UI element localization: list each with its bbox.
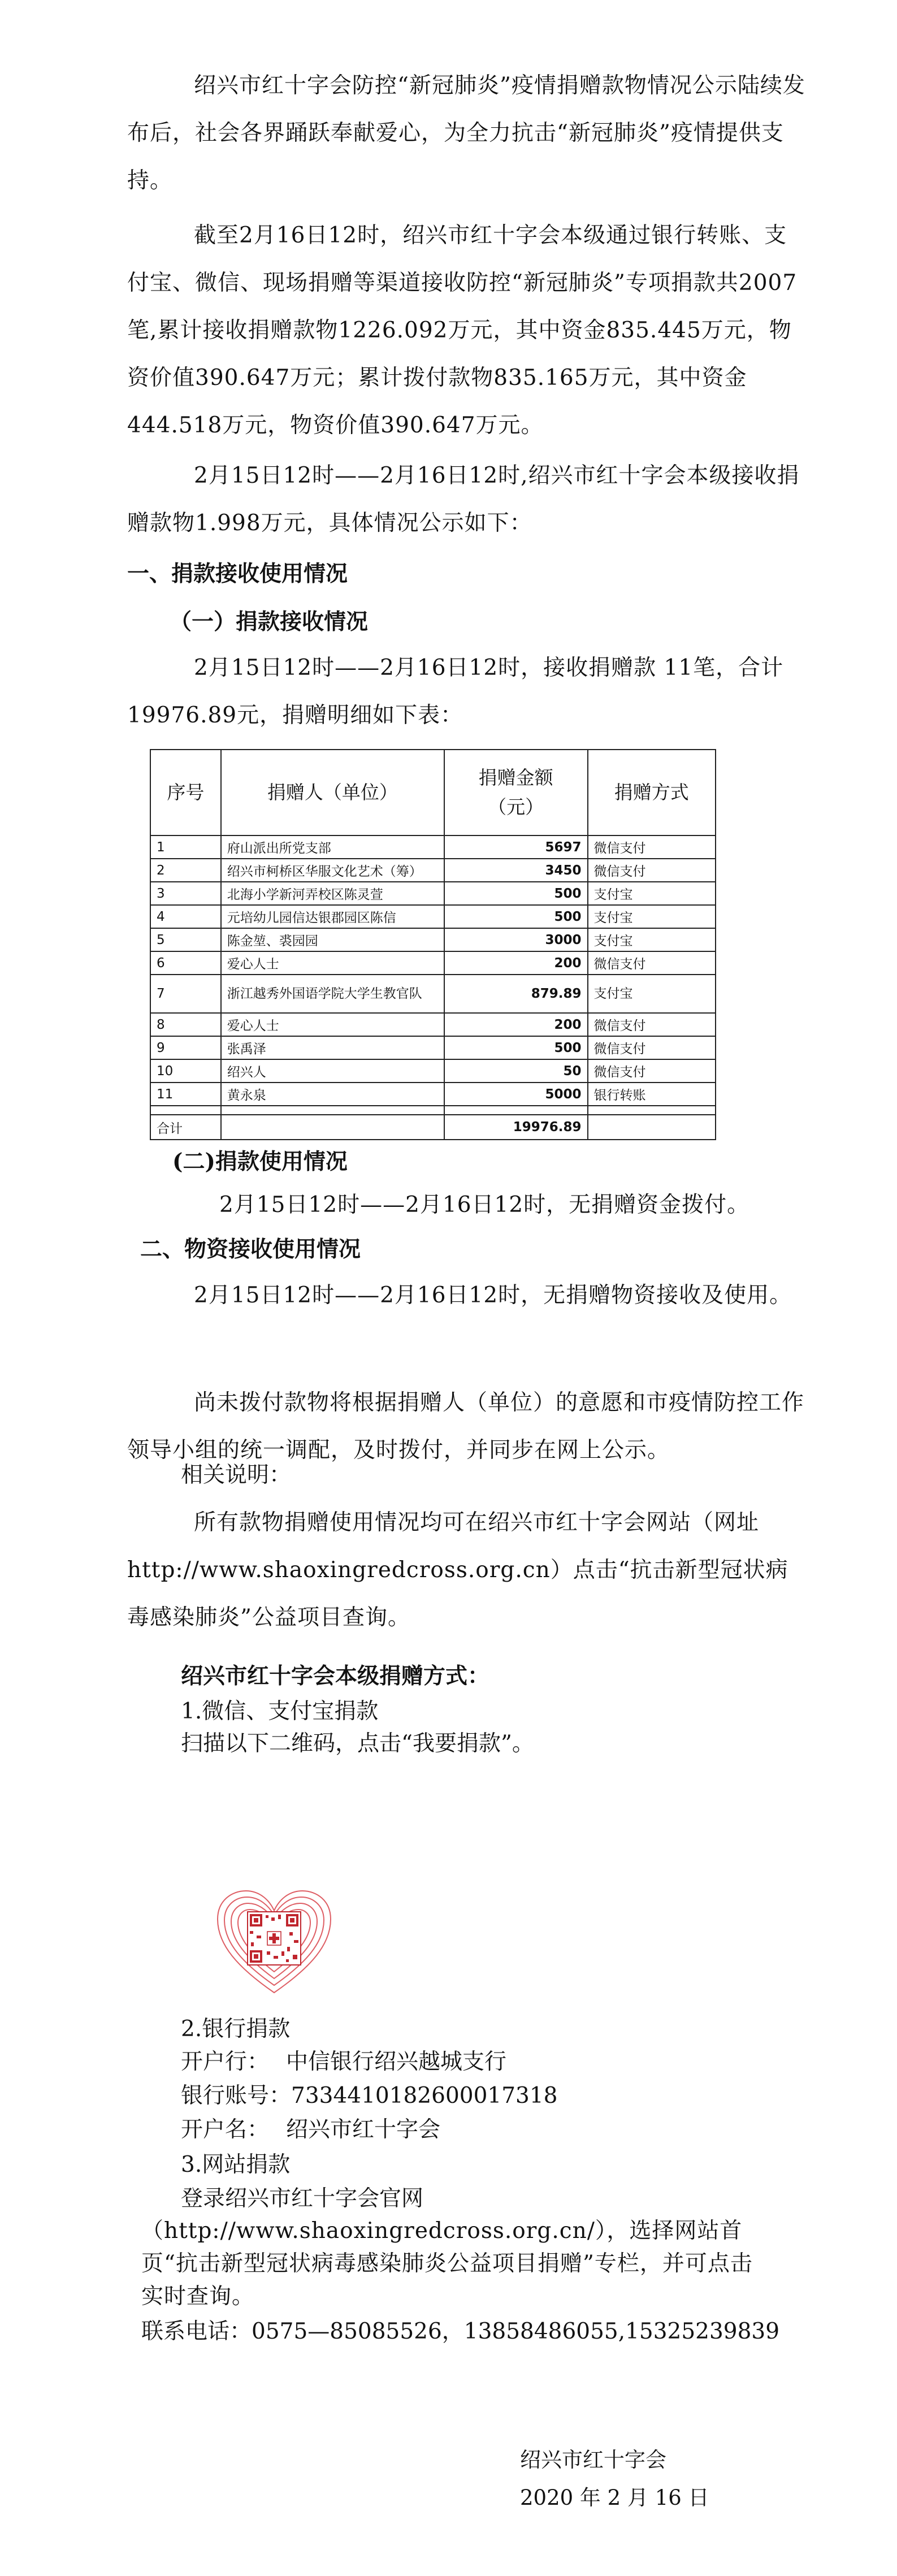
row-method: 支付宝 — [588, 905, 716, 928]
table-header-row — [150, 750, 716, 835]
account-value: 7334410182600017318 — [291, 2083, 558, 2109]
section1-sub2-text: 2月15日12时——2月16日12时，无捐赠资金拨付。 — [219, 1192, 750, 1218]
row-donor: 绍兴市柯桥区华服文化艺术（筹） — [221, 859, 444, 882]
table-row — [150, 859, 716, 882]
bank-row — [181, 2045, 506, 2079]
row-amount: 3450 — [444, 859, 588, 882]
row-method: 微信支付 — [588, 1013, 716, 1036]
row-method: 微信支付 — [588, 1059, 716, 1083]
row-donor: 浙江越秀外国语学院大学生教官队 — [221, 975, 444, 1013]
row-method: 微信支付 — [588, 835, 716, 859]
bank-value: 中信银行绍兴越城支行 — [286, 2049, 507, 2075]
total-value: 19976.89 — [444, 1115, 588, 1140]
row-amount: 500 — [444, 905, 588, 928]
holder-row — [181, 2113, 440, 2147]
row-index: 8 — [150, 1013, 221, 1036]
method-3-text-2: （http://www.shaoxingredcross.org.cn/），选择网站首页“抗击新型冠状病毒感染肺炎公益项目捐赠”专栏，并可点击实时查询。 — [141, 2218, 753, 2309]
method-1-text: 扫描以下二维码，点击“我要捐款”。 — [181, 1731, 534, 1756]
method-3-title: 3.网站捐款 — [181, 2152, 291, 2177]
intro-paragraph-3: 2月15日12时——2月16日12时,绍兴市红十字会本级接收捐赠款物1.998万元，具体情况公示如下： — [127, 463, 800, 536]
row-donor: 北海小学新河弄校区陈灵萱 — [221, 882, 444, 905]
row-amount: 200 — [444, 951, 588, 975]
table-row — [150, 882, 716, 905]
table-row — [150, 975, 716, 1013]
footer-org: 绍兴市红十字会 — [520, 2448, 666, 2472]
section1-sub1-title: （一）捐款接收情况 — [170, 609, 369, 635]
total-spacer — [221, 1115, 444, 1140]
table-header-cell: 捐赠方式 — [588, 750, 716, 835]
row-amount: 879.89 — [444, 975, 588, 1013]
total-method-spacer — [588, 1115, 716, 1140]
row-amount: 500 — [444, 1036, 588, 1059]
row-donor: 爱心人士 — [221, 951, 444, 975]
row-method: 支付宝 — [588, 928, 716, 951]
bank-label: 开户行： — [181, 2049, 270, 2075]
account-row — [181, 2079, 557, 2113]
donation-qr-code[interactable] — [215, 1888, 333, 1995]
donate-title: 绍兴市红十字会本级捐赠方式： — [181, 1663, 490, 1689]
account-label: 银行账号： — [181, 2083, 292, 2109]
spacer-cell — [150, 1106, 221, 1115]
section1-title: 一、捐款接收使用情况 — [127, 561, 348, 587]
intro-paragraph-2: 截至2月16日12时，绍兴市红十字会本级通过银行转账、支付宝、微信、现场捐赠等渠道接收防控“新冠肺炎”专项捐款共2007笔,累计接收捐赠款物1226.092万元，其中资金835.445万元，物资价值390.647万元；累计拨付款物835.165万元，其中资金 444.518万元，物资价值390.647万元。 — [127, 223, 798, 438]
table-row — [150, 1013, 716, 1036]
intro-paragraph-1: 绍兴市红十字会防控“新冠肺炎”疫情捐赠款物情况公示陆续发布后，社会各界踊跃奉献爱心，为全力抗击“新冠肺炎”疫情提供支持。 — [127, 73, 805, 193]
row-index: 6 — [150, 951, 221, 975]
row-amount: 5000 — [444, 1083, 588, 1106]
row-method: 支付宝 — [588, 975, 716, 1013]
method-2-title: 2.银行捐款 — [181, 2016, 291, 2042]
row-method: 微信支付 — [588, 1036, 716, 1059]
row-donor: 黄永泉 — [221, 1083, 444, 1106]
row-donor: 绍兴人 — [221, 1059, 444, 1083]
table-header-cell: 捐赠人（单位） — [221, 750, 444, 835]
row-donor: 爱心人士 — [221, 1013, 444, 1036]
note-label: 相关说明： — [181, 1462, 292, 1488]
row-donor: 陈金堃、裘园园 — [221, 928, 444, 951]
row-index: 9 — [150, 1036, 221, 1059]
table-total-row — [150, 1115, 716, 1140]
row-method: 支付宝 — [588, 882, 716, 905]
row-index: 4 — [150, 905, 221, 928]
total-label: 合计 — [150, 1115, 221, 1140]
row-index: 11 — [150, 1083, 221, 1106]
section2-title: 二、物资接收使用情况 — [140, 1236, 361, 1262]
row-amount: 500 — [444, 882, 588, 905]
holder-value: 绍兴市红十字会 — [286, 2117, 441, 2142]
table-row — [150, 835, 716, 859]
table-row — [150, 1059, 716, 1083]
row-amount: 5697 — [444, 835, 588, 859]
table-spacer-row — [150, 1106, 716, 1115]
table-body — [150, 835, 716, 1140]
section2-text-1: 2月15日12时——2月16日12时，无捐赠物资接收及使用。 — [194, 1283, 792, 1308]
section2-text-2: 尚未拨付款物将根据捐赠人（单位）的意愿和市疫情防控工作领导小组的统一调配，及时拨付，并同步在网上公示。 — [127, 1390, 805, 1463]
heart-qr-icon — [215, 1888, 333, 1995]
table-row — [150, 1083, 716, 1106]
row-index: 2 — [150, 859, 221, 882]
row-method: 银行转账 — [588, 1083, 716, 1106]
method-1-title: 1.微信、支付宝捐款 — [181, 1699, 379, 1724]
row-index: 10 — [150, 1059, 221, 1083]
contact-phone: 联系电话：0575—85085526，13858486055,15325239839 — [141, 2319, 780, 2344]
row-method: 微信支付 — [588, 951, 716, 975]
spacer-cell — [588, 1106, 716, 1115]
row-amount: 200 — [444, 1013, 588, 1036]
section1-sub2-title: (二)捐款使用情况 — [172, 1149, 348, 1175]
note-text: 所有款物捐赠使用情况均可在绍兴市红十字会网站（网址http://www.shaoxingredcross.org.cn）点击“抗击新型冠状病毒感染肺炎”公益项目查询。 — [127, 1510, 788, 1630]
table-row — [150, 905, 716, 928]
donation-table — [150, 749, 716, 1140]
table-row — [150, 1036, 716, 1059]
spacer-cell — [444, 1106, 588, 1115]
method-3-text-1: 登录绍兴市红十字会官网 — [181, 2186, 424, 2211]
spacer-cell — [221, 1106, 444, 1115]
table-header-cell: 序号 — [150, 750, 221, 835]
row-index: 7 — [150, 975, 221, 1013]
holder-label: 开户名： — [181, 2117, 270, 2142]
row-donor: 张禹泽 — [221, 1036, 444, 1059]
section1-sub1-text: 2月15日12时——2月16日12时，接收捐赠款 11笔，合计19976.89元，捐赠明细如下表： — [127, 655, 784, 728]
table-header-cell: 捐赠金额 （元） — [444, 750, 588, 835]
row-donor: 府山派出所党支部 — [221, 835, 444, 859]
row-index: 3 — [150, 882, 221, 905]
row-amount: 50 — [444, 1059, 588, 1083]
footer-date: 2020 年 2 月 16 日 — [520, 2486, 709, 2510]
table-row — [150, 951, 716, 975]
row-amount: 3000 — [444, 928, 588, 951]
row-index: 1 — [150, 835, 221, 859]
row-donor: 元培幼儿园信达银郡园区陈信 — [221, 905, 444, 928]
table-row — [150, 928, 716, 951]
row-index: 5 — [150, 928, 221, 951]
row-method: 微信支付 — [588, 859, 716, 882]
